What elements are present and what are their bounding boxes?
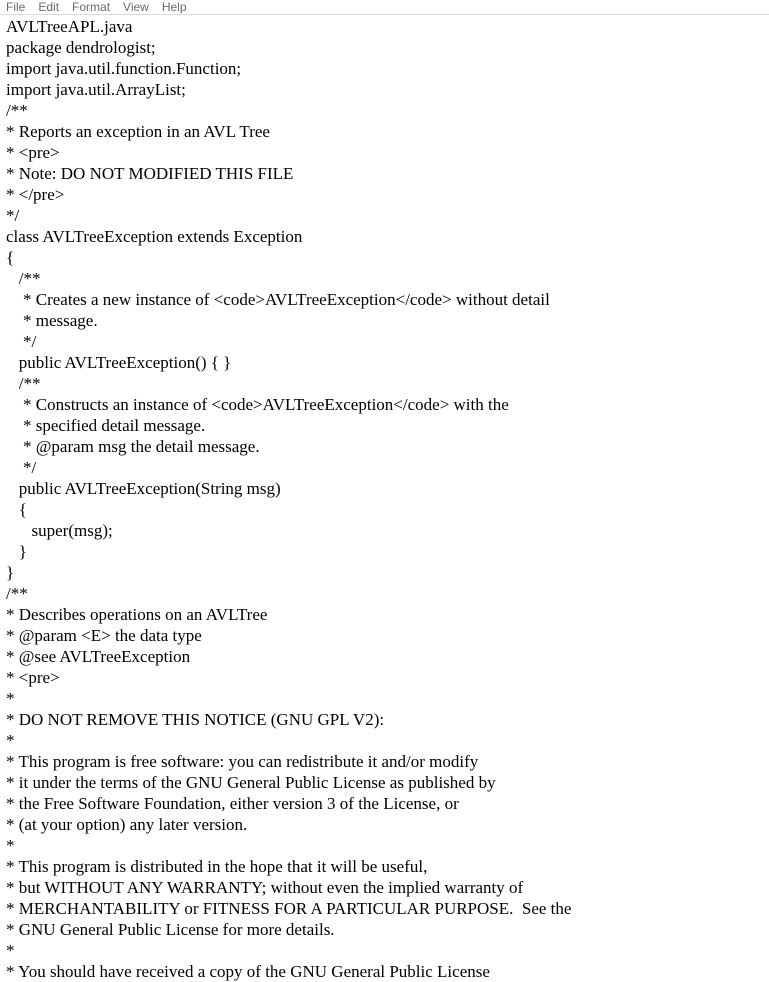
menu-view[interactable]: View <box>123 0 149 14</box>
menu-help[interactable]: Help <box>161 0 187 14</box>
menu-format[interactable]: Format <box>72 0 111 14</box>
text-line: * </pre> <box>6 185 65 204</box>
text-line: * Describes operations on an AVLTree <box>6 605 268 624</box>
text-line: public AVLTreeException() { } <box>6 353 232 372</box>
text-line: * @see AVLTreeException <box>6 647 191 666</box>
text-line: /** <box>6 101 28 120</box>
text-line: * it under the terms of the GNU General Public License as published by <box>6 773 496 792</box>
text-line: * Note: DO NOT MODIFIED THIS FILE <box>6 164 294 183</box>
text-line: * <box>6 731 15 750</box>
text-line: * Reports an exception in an AVL Tree <box>6 122 270 141</box>
text-line: { <box>6 500 27 519</box>
text-line: * GNU General Public License for more details. <box>6 920 335 939</box>
text-line: * <box>6 836 15 855</box>
text-line: * @param msg the detail message. <box>6 437 260 456</box>
menu-bar <box>0 0 769 15</box>
text-line: */ <box>6 332 37 351</box>
text-line: * DO NOT REMOVE THIS NOTICE (GNU GPL V2): <box>6 710 385 729</box>
text-line: * Creates a new instance of <code>AVLTreeException</code> without detail <box>6 290 550 309</box>
text-line: * @param <E> the data type <box>6 626 202 645</box>
text-line: * specified detail message. <box>6 416 206 435</box>
text-line: * but WITHOUT ANY WARRANTY; without even the implied warranty of <box>6 878 524 897</box>
text-line: { <box>6 248 15 267</box>
text-line: * You should have received a copy of the GNU General Public License <box>6 962 490 981</box>
text-line: * <pre> <box>6 668 60 687</box>
text-line: import java.util.function.Function; <box>6 59 242 78</box>
text-line: * MERCHANTABILITY or FITNESS FOR A PARTICULAR PURPOSE. See the <box>6 899 572 918</box>
text-line: * This program is distributed in the hope that it will be useful, <box>6 857 428 876</box>
text-line: * message. <box>6 311 98 330</box>
text-line: */ <box>6 458 37 477</box>
menu-file[interactable]: File <box>6 0 26 14</box>
text-line: /** <box>6 374 41 393</box>
text-line: /** <box>6 584 28 603</box>
text-line: * <box>6 941 15 960</box>
text-line: * Constructs an instance of <code>AVLTreeException</code> with the <box>6 395 509 414</box>
text-line: public AVLTreeException(String msg) <box>6 479 281 498</box>
menu-edit[interactable]: Edit <box>38 0 60 14</box>
text-line: super(msg); <box>6 521 113 540</box>
text-line: * (at your option) any later version. <box>6 815 248 834</box>
text-line: /** <box>6 269 41 288</box>
text-editor-area[interactable] <box>0 16 769 982</box>
text-line: package dendrologist; <box>6 38 156 57</box>
text-line: * This program is free software: you can redistribute it and/or modify <box>6 752 479 771</box>
text-line: * <pre> <box>6 143 60 162</box>
text-line: * <box>6 689 15 708</box>
text-line: } <box>6 542 27 561</box>
text-line: class AVLTreeException extends Exception <box>6 227 303 246</box>
text-line: } <box>6 563 15 582</box>
text-line: import java.util.ArrayList; <box>6 80 186 99</box>
text-line: AVLTreeAPL.java <box>6 17 133 36</box>
text-line: * the Free Software Foundation, either version 3 of the License, or <box>6 794 459 813</box>
text-line: */ <box>6 206 20 225</box>
